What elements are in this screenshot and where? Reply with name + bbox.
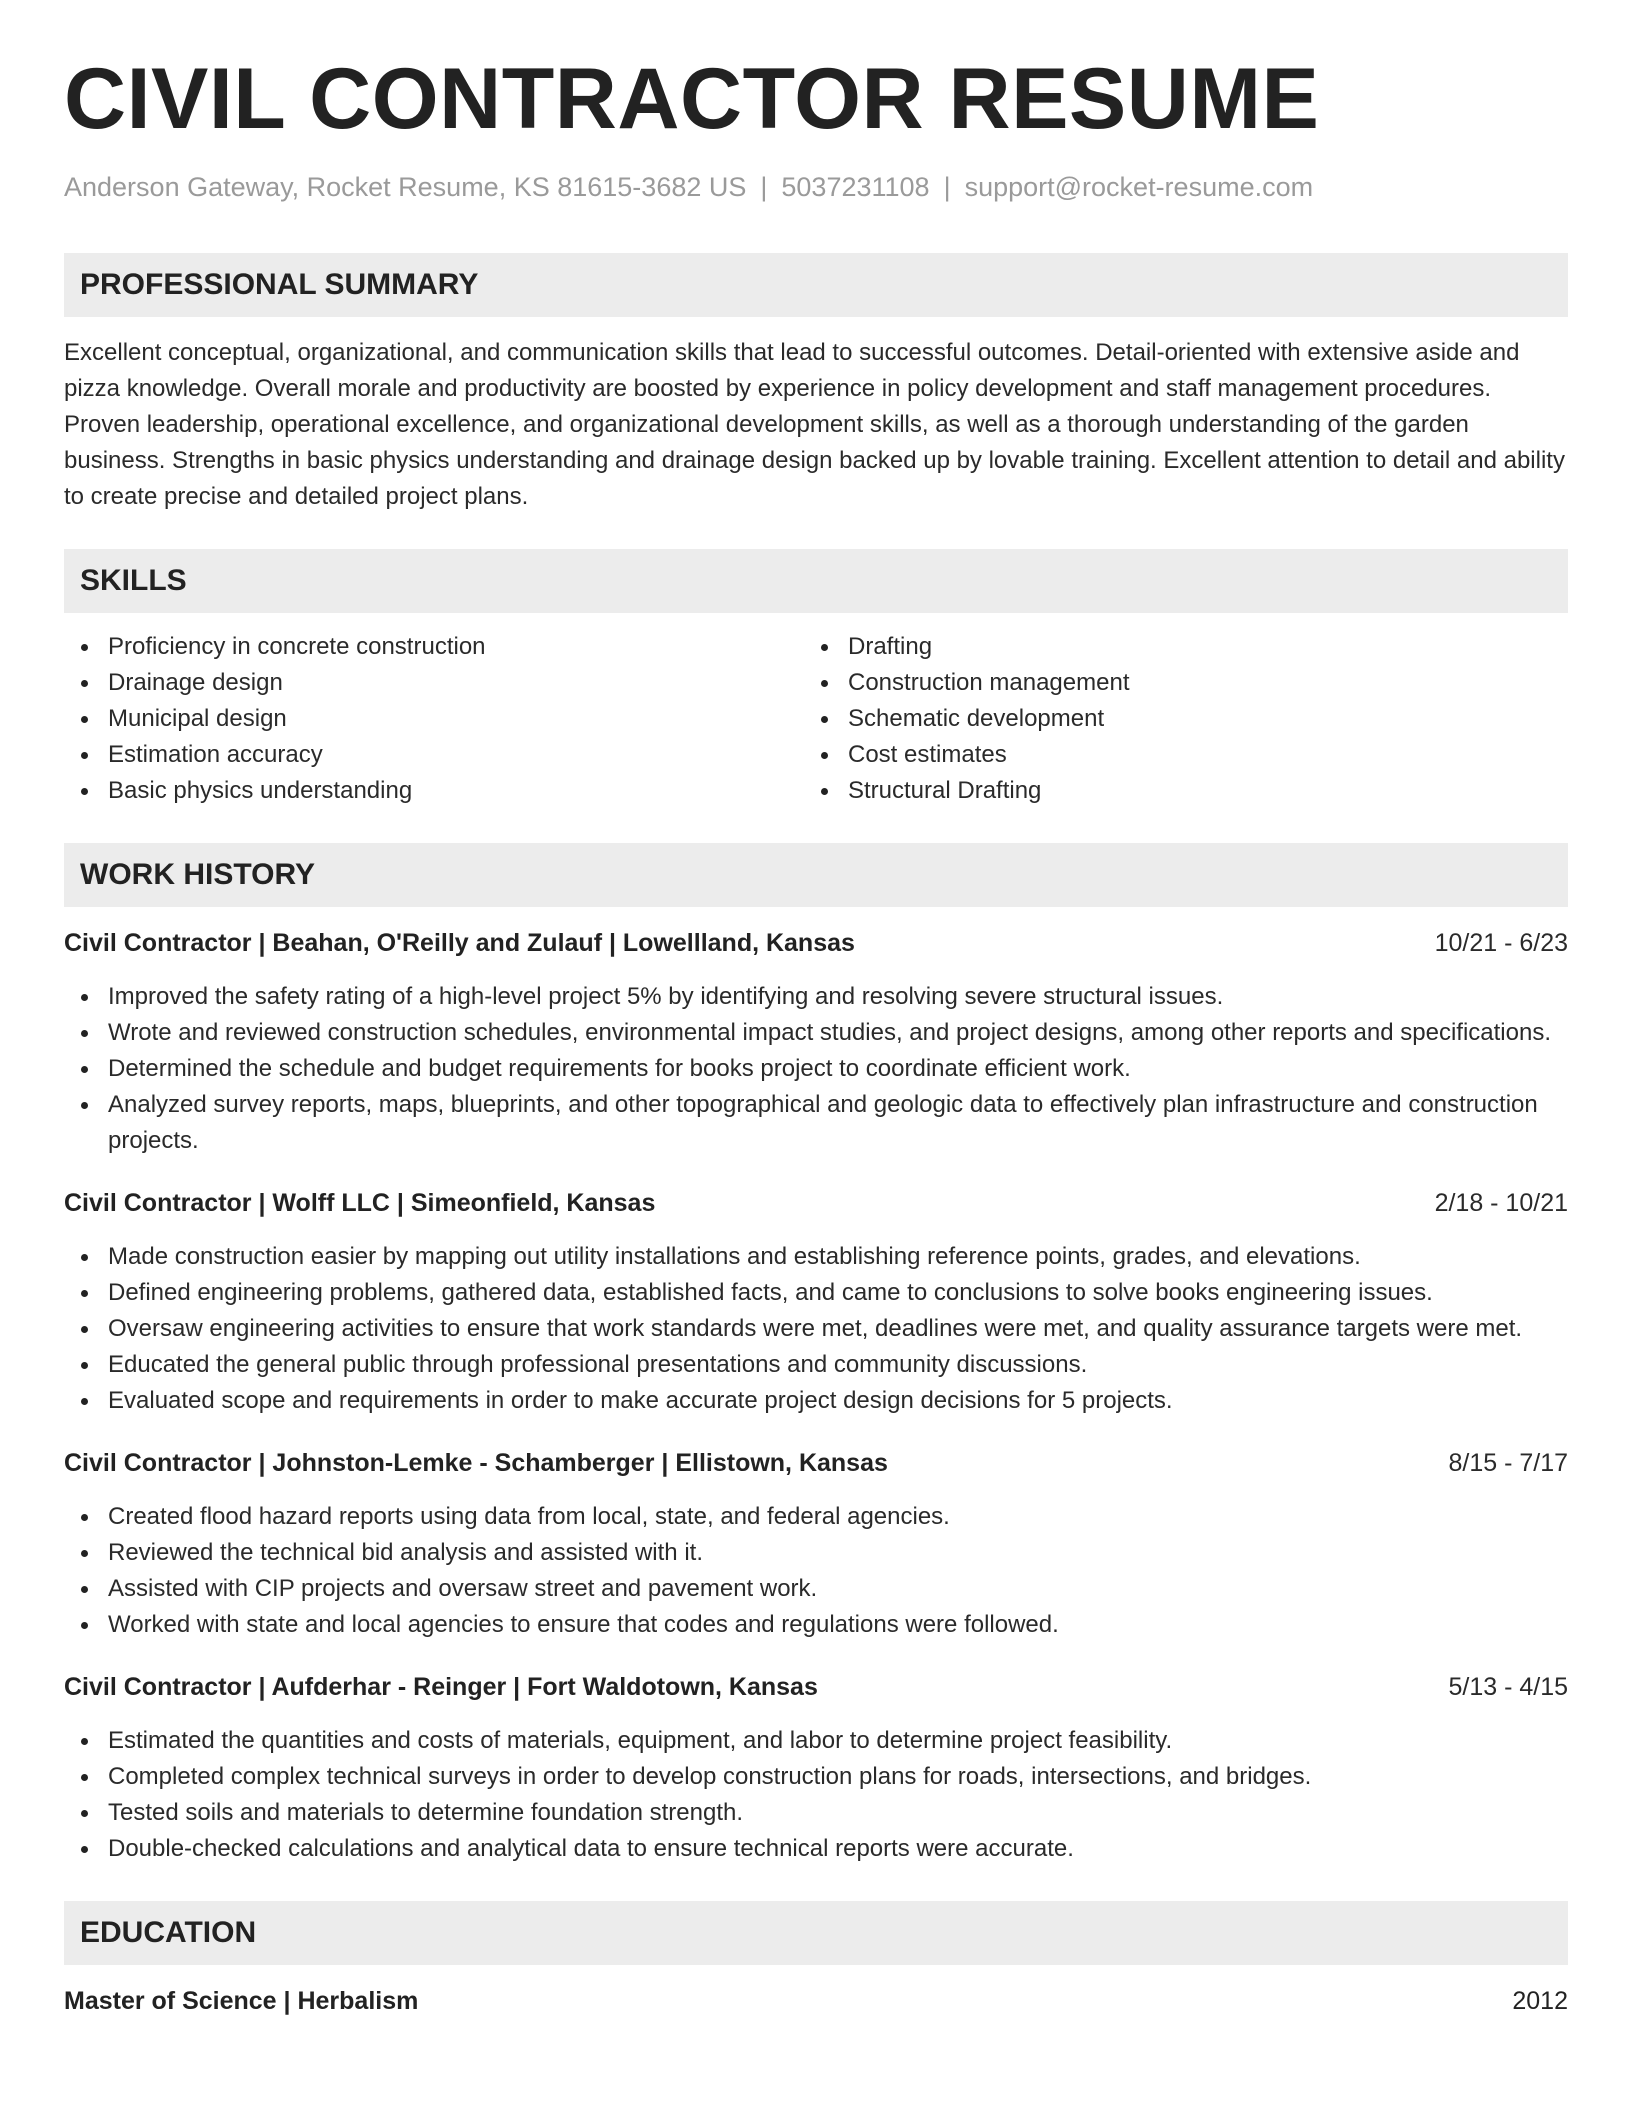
job-dates: 10/21 - 6/23 [1434, 929, 1568, 957]
job-bullet: Double-checked calculations and analytical data to ensure technical reports were accurate. [64, 1831, 1568, 1867]
education-degree: Master of Science | Herbalism [64, 1987, 419, 2015]
job-bullet: Worked with state and local agencies to ensure that codes and regulations were followed. [64, 1607, 1568, 1643]
skill-item: Proficiency in concrete construction [64, 629, 804, 665]
section-heading-summary: PROFESSIONAL SUMMARY [64, 253, 1568, 317]
job-header [64, 1445, 1568, 1481]
job-bullet: Educated the general public through professional presentations and community discussions. [64, 1347, 1568, 1383]
skill-item: Estimation accuracy [64, 737, 804, 773]
job-bullet: Defined engineering problems, gathered data, established facts, and came to conclusions to solve books engineering issues. [64, 1275, 1568, 1311]
job-bullet: Analyzed survey reports, maps, blueprints, and other topographical and geologic data to effectively plan infrastructure and construction projects. [64, 1087, 1568, 1159]
job-title: Civil Contractor | Beahan, O'Reilly and Zulauf | Lowellland, Kansas [64, 929, 855, 957]
job-bullet: Estimated the quantities and costs of materials, equipment, and labor to determine project feasibility. [64, 1723, 1568, 1759]
skills-column-left [64, 629, 804, 809]
job-dates: 2/18 - 10/21 [1434, 1189, 1568, 1217]
job-bullets [64, 1723, 1568, 1867]
skill-item: Cost estimates [804, 737, 1544, 773]
contact-address: Anderson Gateway, Rocket Resume, KS 81615-3682 US [64, 172, 747, 202]
skill-item: Structural Drafting [804, 773, 1544, 809]
job-bullet: Wrote and reviewed construction schedules, environmental impact studies, and project designs, among other reports and specifications. [64, 1015, 1568, 1051]
skills-list [64, 629, 1568, 809]
job-bullets [64, 1499, 1568, 1643]
job-bullet: Made construction easier by mapping out utility installations and establishing reference points, grades, and elevations. [64, 1239, 1568, 1275]
job-bullet: Completed complex technical surveys in order to develop construction plans for roads, intersections, and bridges. [64, 1759, 1568, 1795]
summary-text: Excellent conceptual, organizational, and communication skills that lead to successful outcomes. Detail-oriented with extensive aside and pizza knowledge. Overall morale and productivity are boosted by experience in policy development and staff management procedures. Proven leadership, operational excellence, and organizational development skills, as well as a thorough understanding of the garden business. Strengths in basic physics understanding and drainage design backed up by lovable training. Excellent attention to detail and ability to create precise and detailed project plans. [64, 339, 1565, 510]
contact-line [64, 172, 1568, 203]
skill-item: Schematic development [804, 701, 1544, 737]
education-year: 2012 [1512, 1987, 1568, 2015]
section-heading-skills: SKILLS [64, 549, 1568, 613]
resume-title: CIVIL CONTRACTOR RESUME [64, 51, 1320, 147]
job-bullet: Assisted with CIP projects and oversaw street and pavement work. [64, 1571, 1568, 1607]
job-dates: 8/15 - 7/17 [1448, 1449, 1568, 1477]
job-title: Civil Contractor | Aufderhar - Reinger | Fort Waldotown, Kansas [64, 1673, 818, 1701]
job-dates: 5/13 - 4/15 [1448, 1673, 1568, 1701]
skill-item: Basic physics understanding [64, 773, 804, 809]
job-bullet: Evaluated scope and requirements in order to make accurate project design decisions for 5 projects. [64, 1383, 1568, 1419]
job-entry [64, 1185, 1568, 1419]
section-heading-work-history: WORK HISTORY [64, 843, 1568, 907]
skill-item: Drafting [804, 629, 1544, 665]
education-entry [64, 1983, 1568, 2019]
skill-item: Construction management [804, 665, 1544, 701]
job-bullet: Reviewed the technical bid analysis and assisted with it. [64, 1535, 1568, 1571]
job-title: Civil Contractor | Johnston-Lemke - Schamberger | Ellistown, Kansas [64, 1449, 888, 1477]
skill-item: Drainage design [64, 665, 804, 701]
job-header [64, 925, 1568, 961]
job-bullet: Tested soils and materials to determine foundation strength. [64, 1795, 1568, 1831]
job-entry [64, 925, 1568, 1159]
job-bullet: Oversaw engineering activities to ensure that work standards were met, deadlines were met, and quality assurance targets were met. [64, 1311, 1568, 1347]
skill-item: Municipal design [64, 701, 804, 737]
job-bullet: Improved the safety rating of a high-level project 5% by identifying and resolving severe structural issues. [64, 979, 1568, 1015]
contact-separator: | [943, 172, 951, 202]
job-bullets [64, 979, 1568, 1159]
job-header [64, 1669, 1568, 1705]
contact-separator: | [760, 172, 768, 202]
job-bullets [64, 1239, 1568, 1419]
job-title: Civil Contractor | Wolff LLC | Simeonfield, Kansas [64, 1189, 656, 1217]
job-entry [64, 1669, 1568, 1867]
job-bullet: Created flood hazard reports using data from local, state, and federal agencies. [64, 1499, 1568, 1535]
job-bullet: Determined the schedule and budget requirements for books project to coordinate efficient work. [64, 1051, 1568, 1087]
skills-column-right [804, 629, 1544, 809]
job-entry [64, 1445, 1568, 1643]
contact-email[interactable]: support@rocket-resume.com [964, 172, 1314, 202]
section-heading-education: EDUCATION [64, 1901, 1568, 1965]
contact-phone[interactable]: 5037231108 [781, 172, 930, 202]
job-header [64, 1185, 1568, 1221]
